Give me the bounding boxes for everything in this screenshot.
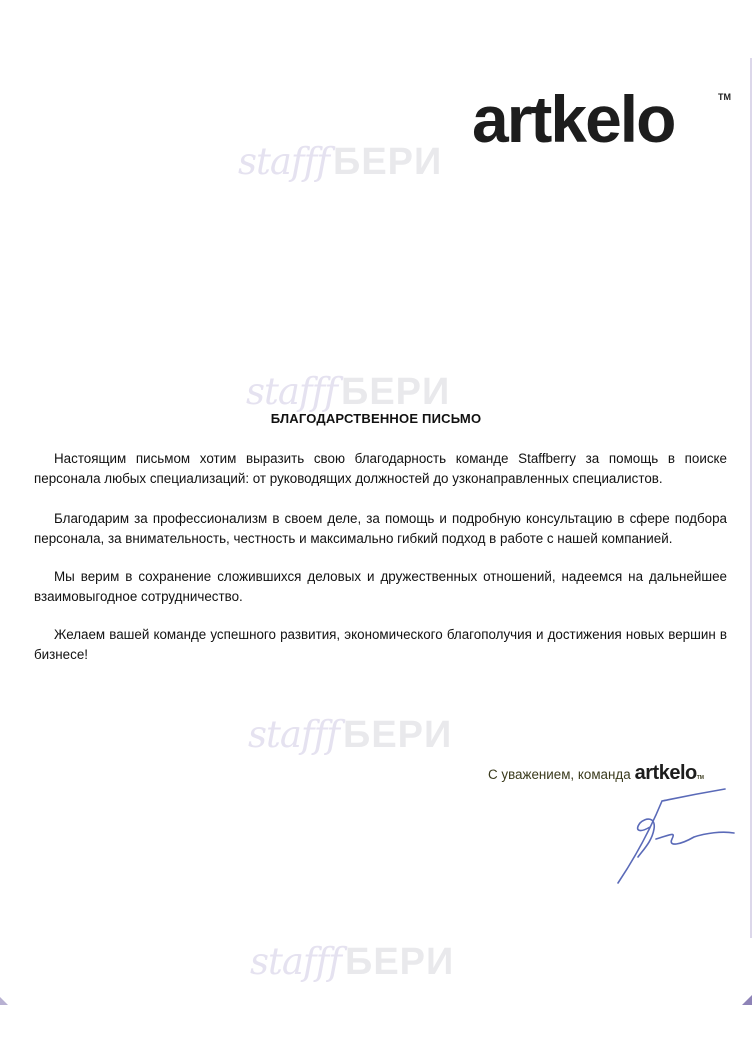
letter-paragraph: Желаем вашей команде успешного развития, экономического благополучия и достижения новых вершин в бизнесе! [34, 627, 727, 662]
watermark [248, 713, 452, 757]
signature [610, 787, 740, 892]
watermark [250, 940, 454, 984]
watermark [238, 140, 442, 184]
letter-paragraph: Настоящим письмом хотим выразить свою благодарность команде Staffberry за помощь в поиске персонала любых специализаций: от руководящих должностей до узконаправленных специалистов. [34, 451, 727, 486]
page-corner-right [742, 995, 752, 1005]
watermark-script: stafff [248, 713, 339, 756]
watermark-script: stafff [250, 940, 341, 983]
company-logo: artkelo [472, 82, 675, 156]
closing-logo: artkelo [634, 762, 697, 784]
watermark-script: stafff [246, 370, 337, 413]
watermark-bold: БЕРИ [345, 941, 455, 983]
watermark-bold: БЕРИ [343, 714, 453, 756]
closing-text: С уважением, команда [488, 767, 631, 782]
watermark-bold: БЕРИ [341, 371, 451, 413]
watermark-script: stafff [238, 140, 329, 183]
closing-line [488, 762, 704, 785]
letter-title: БЛАГОДАРСТВЕННОЕ ПИСЬМО [270, 411, 482, 426]
watermark [246, 370, 450, 414]
letter-paragraph: Мы верим в сохранение сложившихся деловых и дружественных отношений, надеемся на дальнейшее взаимовыгодное сотрудничество. [34, 569, 727, 604]
page-corner-left [0, 997, 8, 1005]
closing-trademark: TM [696, 775, 704, 781]
trademark-mark: TM [718, 92, 731, 102]
letter-paragraph: Благодарим за профессионализм в своем деле, за помощь и подробную консультацию в сфере подбора персонала, за внимательность, честность и максимально гибкий подход в работе с нашей компанией. [34, 511, 727, 546]
watermark-bold: БЕРИ [333, 141, 443, 183]
